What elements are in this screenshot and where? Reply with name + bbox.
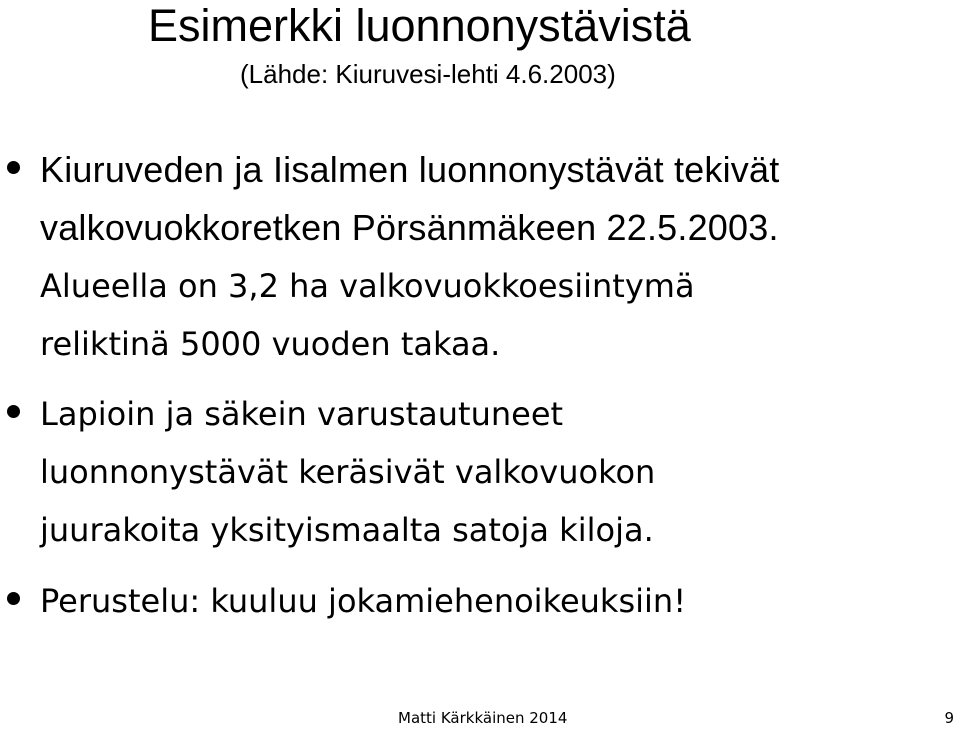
bullet-line: Kiuruveden ja Iisalmen luonnonystävät tekivät <box>40 149 780 190</box>
bullet-dot-icon <box>7 592 20 605</box>
bullet-dot-icon <box>7 161 20 174</box>
bullet-line: luonnonystävät keräsivät valkovuokon <box>40 453 656 491</box>
bullet-line: reliktinä 5000 vuoden takaa. <box>40 325 501 363</box>
footer-author: Matti Kärkkäinen 2014 <box>398 709 568 727</box>
bullet-line: Perustelu: kuuluu jokamiehenoikeuksiin! <box>40 582 687 620</box>
slide-subtitle-source: (Lähde: Kiuruvesi-lehti 4.6.2003) <box>240 59 616 89</box>
bullet-item <box>40 141 955 373</box>
bullet-dot-icon <box>7 405 20 418</box>
bullet-line: Alueella on 3,2 ha valkovuokkoesiintymä <box>40 267 695 305</box>
page-number: 9 <box>944 709 954 727</box>
slide-title: Esimerkki luonnonystävistä <box>148 0 691 51</box>
bullet-item <box>40 572 955 630</box>
bullet-line: valkovuokkoretken Pörsänmäkeen 22.5.2003. <box>40 207 779 248</box>
bullet-item <box>40 385 955 559</box>
bullet-line: Lapioin ja säkein varustautuneet <box>40 395 564 433</box>
bullet-line: juurakoita yksityismaalta satoja kiloja. <box>40 511 654 549</box>
